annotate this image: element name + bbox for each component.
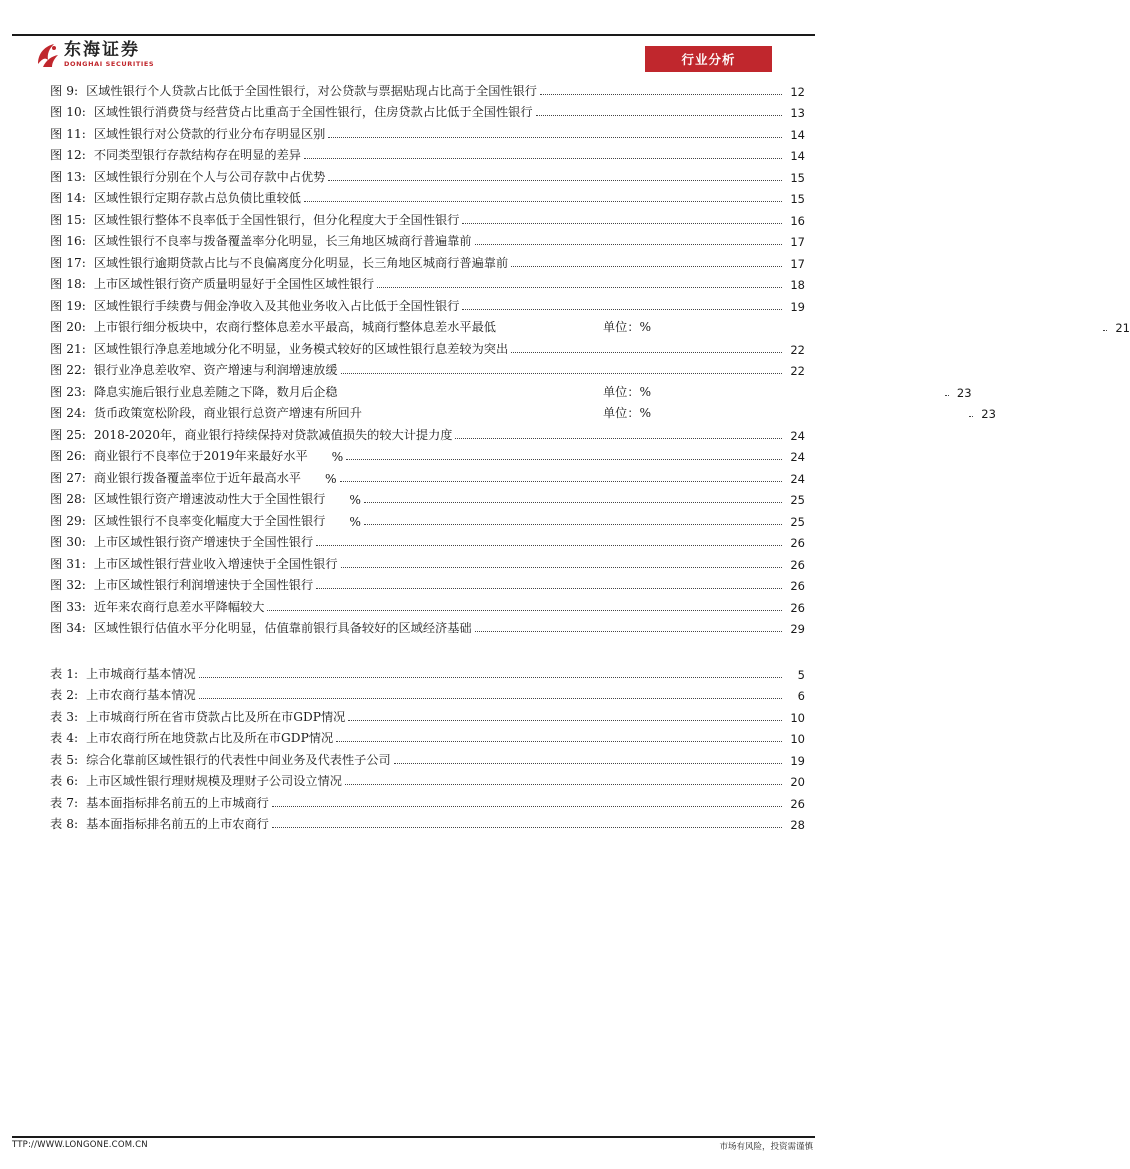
entry-prefix: 图 (50, 105, 63, 119)
logo-english-name: DONGHAI SECURITIES (64, 60, 155, 69)
entry-page-number: 28 (790, 818, 805, 832)
entry-page-number: 26 (790, 536, 805, 550)
figure-entry[interactable] (50, 163, 805, 185)
entry-prefix: 表 (50, 666, 63, 681)
entry-label (50, 340, 510, 357)
dot-leader (272, 806, 782, 807)
entry-title: 基本面指标排名前五的上市城商行 (86, 795, 269, 810)
entry-prefix: 图 (50, 535, 63, 549)
entry-number: 12: (66, 148, 86, 162)
entry-prefix: 图 (50, 255, 63, 270)
entry-number: 22: (66, 363, 86, 377)
entry-prefix: 表 (50, 795, 63, 810)
dot-leader (328, 180, 782, 181)
dot-leader (364, 524, 782, 525)
entry-prefix: 图 (50, 599, 63, 614)
entry-page-number: 25 (790, 493, 805, 507)
entry-number: 30: (66, 535, 86, 549)
entry-prefix: 图 (50, 298, 63, 313)
entry-label (50, 189, 303, 206)
entry-title: 2018-2020年，商业银行持续保持对贷款减值损失的较大计提力度 (93, 427, 453, 442)
entry-title: 上市区域性银行利润增速快于全国性银行 (93, 578, 314, 592)
dot-leader (462, 309, 782, 310)
entry-page-number: 18 (790, 278, 805, 292)
table-entry[interactable] (50, 682, 805, 704)
dot-leader (462, 223, 782, 224)
entry-title: 降息实施后银行业息差随之下降，数月后企稳 (93, 384, 338, 399)
entry-number: 27: (66, 470, 86, 485)
entry-number: 16: (66, 234, 86, 248)
entry-label (50, 469, 303, 486)
entry-title: 上市城商行所在省市贷款占比及所在市GDP情况 (86, 709, 346, 724)
figure-entry[interactable] (50, 142, 805, 164)
entry-number: 10: (66, 105, 86, 119)
figure-entry[interactable] (50, 550, 805, 572)
table-entry[interactable] (50, 703, 805, 725)
entry-prefix: 图 (50, 148, 63, 162)
entry-page-number: 17 (790, 256, 805, 271)
page-header (0, 0, 827, 80)
entry-unit: % (349, 514, 361, 529)
dot-leader (455, 438, 782, 439)
figure-entry[interactable] (50, 292, 805, 314)
entry-prefix: 表 (50, 731, 63, 745)
dot-leader (316, 545, 782, 546)
entry-title: 上市区域性银行资产质量明显好于全国性区域性银行 (93, 277, 375, 291)
dot-leader (377, 287, 782, 288)
entry-page-number: 26 (790, 600, 805, 615)
dot-leader (536, 115, 782, 116)
entry-prefix: 图 (50, 470, 63, 485)
entry-number: 31: (66, 556, 86, 571)
entry-label (50, 815, 271, 832)
entry-label (50, 125, 327, 142)
entry-page-number: 24 (790, 428, 805, 443)
entry-number: 32: (66, 578, 86, 592)
dot-leader (511, 266, 782, 267)
entry-label (50, 232, 474, 249)
entry-number: 20: (66, 320, 86, 334)
dot-leader (364, 502, 782, 503)
entry-title: 综合化靠前区域性银行的代表性中间业务及代表性子公司 (86, 752, 391, 767)
dot-leader (340, 481, 782, 482)
table-entry[interactable] (50, 789, 805, 811)
entry-page-number: 24 (790, 471, 805, 486)
report-type-tag: 行业分析 (645, 46, 772, 72)
entry-label (50, 533, 315, 550)
entry-page-number: 26 (790, 557, 805, 572)
table-list (50, 660, 805, 832)
entry-prefix: 图 (50, 492, 63, 506)
entry-label (50, 426, 454, 443)
entry-prefix: 图 (50, 556, 63, 571)
entry-title: 区域性银行逾期贷款占比与不良偏离度分化明显，长三角地区城商行普遍靠前 (93, 255, 509, 270)
entry-unit: % (325, 471, 337, 486)
entry-prefix: 表 (50, 709, 63, 724)
figure-entry[interactable] (50, 249, 805, 271)
entry-prefix: 表 (50, 817, 63, 831)
entry-title: 区域性银行消费贷与经营贷占比重高于全国性银行，住房贷款占比低于全国性银行 (93, 105, 533, 119)
entry-page-number: 24 (790, 450, 805, 464)
entry-number: 18: (66, 277, 86, 291)
figure-entry[interactable] (50, 421, 805, 443)
dot-leader (540, 94, 782, 95)
entry-page-number: 14 (790, 127, 805, 142)
entry-page-number: 17 (790, 235, 805, 249)
entry-unit: 单位：% (603, 320, 652, 334)
entry-label (50, 404, 364, 421)
dot-leader (475, 244, 782, 245)
table-entry[interactable] (50, 746, 805, 768)
dot-leader (328, 137, 782, 138)
company-logo (34, 40, 154, 70)
entry-unit: % (349, 493, 361, 507)
entry-number: 1: (66, 666, 79, 681)
entry-title: 上市农商行基本情况 (86, 688, 196, 702)
entry-title: 区域性银行个人贷款占比低于全国性银行，对公贷款与票据贴现占比高于全国性银行 (86, 83, 537, 98)
entry-number: 5: (66, 752, 79, 767)
entry-label (50, 490, 327, 507)
entry-label (50, 275, 376, 292)
entry-title: 区域性银行估值水平分化明显，估值靠前银行具备较好的区域经济基础 (93, 621, 472, 635)
entry-title: 银行业净息差收窄、资产增速与利润增速放缓 (93, 363, 338, 377)
entry-number: 3: (66, 709, 79, 724)
entry-title: 货币政策宽松阶段，商业银行总资产增速有所回升 (93, 406, 362, 420)
entry-title: 区域性银行不良率与拨备覆盖率分化明显，长三角地区城商行普遍靠前 (93, 234, 472, 248)
footer-disclaimer: 市场有风险，投资需谨慎 (719, 1142, 813, 1152)
entry-number: 13: (66, 169, 86, 184)
figure-entry[interactable] (50, 335, 805, 357)
entry-number: 21: (66, 341, 86, 356)
dot-leader (394, 763, 782, 764)
entry-label (50, 686, 198, 703)
entry-label (50, 168, 327, 185)
entry-number: 23: (66, 384, 86, 399)
entry-page-number: 26 (790, 796, 805, 811)
entry-page-number: 26 (790, 579, 805, 593)
table-entry[interactable] (50, 725, 805, 747)
entry-prefix: 表 (50, 774, 63, 788)
entry-title: 区域性银行净息差地域分化不明显，业务模式较好的区域性银行息差较为突出 (93, 341, 509, 356)
table-entry[interactable] (50, 768, 805, 790)
entry-number: 4: (66, 731, 79, 745)
entry-label (50, 512, 327, 529)
entry-title: 区域性银行不良率变化幅度大于全国性银行 (93, 513, 326, 528)
figure-entry[interactable] (50, 529, 805, 551)
entry-number: 6: (66, 774, 79, 788)
dot-leader (475, 631, 782, 632)
entry-label (50, 82, 539, 99)
figure-entry[interactable] (50, 77, 805, 99)
entry-number: 28: (66, 492, 86, 506)
dot-leader (945, 395, 949, 396)
entry-prefix: 图 (50, 341, 63, 356)
entry-number: 9: (66, 83, 79, 98)
entry-number: 19: (66, 298, 86, 313)
logo-chinese-name: 东海证券 (64, 40, 140, 61)
entry-page-number: 20 (790, 775, 805, 789)
entry-unit: 单位：% (603, 406, 652, 420)
entry-label (50, 708, 347, 725)
entry-page-number: 25 (790, 514, 805, 529)
dot-leader (969, 416, 973, 417)
figure-entry[interactable] (50, 486, 805, 508)
figure-entry[interactable] (50, 507, 805, 529)
entry-page-number: 29 (790, 622, 805, 636)
entry-number: 29: (66, 513, 86, 528)
entry-title: 不同类型银行存款结构存在明显的差异 (93, 148, 301, 162)
entry-prefix: 图 (50, 363, 63, 377)
entry-page-number: 22 (790, 342, 805, 357)
entry-label (50, 361, 340, 378)
entry-page-number: 19 (790, 299, 805, 314)
entry-prefix: 图 (50, 449, 63, 463)
dot-leader (341, 373, 782, 374)
entry-label (50, 619, 474, 636)
entry-prefix: 图 (50, 169, 63, 184)
entry-title: 上市区域性银行理财规模及理财子公司设立情况 (86, 774, 342, 788)
entry-prefix: 图 (50, 212, 63, 227)
entry-unit: 单位：% (603, 384, 652, 399)
entry-page-number: 15 (790, 192, 805, 206)
figure-entry[interactable] (50, 271, 805, 293)
entry-prefix: 表 (50, 752, 63, 767)
figure-entry[interactable] (50, 443, 805, 465)
entry-title: 上市区域性银行资产增速快于全国性银行 (93, 535, 314, 549)
entry-number: 34: (66, 621, 86, 635)
entry-title: 区域性银行手续费与佣金净收入及其他业务收入占比低于全国性银行 (93, 298, 460, 313)
entry-title: 区域性银行分别在个人与公司存款中占优势 (93, 169, 326, 184)
dot-leader (267, 610, 782, 611)
entry-label (50, 598, 266, 615)
figure-entry[interactable] (50, 464, 805, 486)
footer-rule (12, 1136, 815, 1138)
entry-number: 17: (66, 255, 86, 270)
figure-entry[interactable] (50, 593, 805, 615)
figure-entry[interactable] (50, 357, 805, 379)
entry-label (50, 665, 198, 682)
entry-title: 区域性银行资产增速波动性大于全国性银行 (93, 492, 326, 506)
entry-number: 8: (66, 817, 79, 831)
entry-page-number: 12 (790, 84, 805, 99)
dot-leader (345, 784, 782, 785)
entry-page-number: 13 (790, 106, 805, 120)
entry-prefix: 图 (50, 406, 63, 420)
entry-title: 基本面指标排名前五的上市农商行 (86, 817, 269, 831)
figure-entry[interactable] (50, 400, 996, 422)
entry-page-number: 5 (797, 667, 805, 682)
entry-label (50, 447, 310, 464)
entry-title: 近年来农商行息差水平降幅较大 (93, 599, 265, 614)
entry-page-number: 10 (790, 710, 805, 725)
entry-title: 上市城商行基本情况 (86, 666, 196, 681)
dot-leader (348, 720, 782, 721)
entry-title: 上市区域性银行营业收入增速快于全国性银行 (93, 556, 338, 571)
entry-label (50, 576, 315, 593)
entry-prefix: 图 (50, 621, 63, 635)
entry-prefix: 图 (50, 427, 63, 442)
table-entry[interactable] (50, 811, 805, 833)
figure-entry[interactable] (50, 206, 805, 228)
figure-entry[interactable] (50, 615, 805, 637)
entry-label (50, 103, 535, 120)
figure-entry[interactable] (50, 185, 805, 207)
entry-number: 15: (66, 212, 86, 227)
entry-page-number: 23 (981, 407, 996, 421)
logo-text (64, 42, 154, 68)
footer-url[interactable]: TTP://WWW.LONGONE.COM.CN (12, 1140, 148, 1150)
entry-unit: % (331, 450, 344, 464)
entry-prefix: 图 (50, 126, 63, 141)
header-rule (12, 34, 815, 36)
dot-leader (341, 567, 782, 568)
entry-label (50, 751, 393, 768)
entry-label (50, 254, 510, 271)
entry-page-number: 14 (790, 149, 805, 163)
entry-prefix: 图 (50, 513, 63, 528)
table-entry[interactable] (50, 660, 805, 682)
entry-number: 7: (66, 795, 79, 810)
dot-leader (199, 698, 782, 699)
entry-page-number: 16 (790, 213, 805, 228)
entry-label (50, 297, 461, 314)
entry-number: 24: (66, 406, 86, 420)
entry-page-number: 22 (790, 364, 805, 378)
figure-entry[interactable] (50, 228, 805, 250)
dot-leader (304, 201, 782, 202)
figure-entry[interactable] (50, 572, 805, 594)
entry-number: 14: (66, 191, 86, 205)
entry-title: 区域性银行对公贷款的行业分布存明显区别 (93, 126, 326, 141)
dot-leader (511, 352, 782, 353)
dot-leader (304, 158, 782, 159)
figure-entry[interactable] (50, 99, 805, 121)
entry-label (50, 146, 303, 163)
entry-prefix: 图 (50, 384, 63, 399)
entry-page-number: 15 (790, 170, 805, 185)
entry-label (50, 772, 344, 789)
entry-title: 商业银行不良率位于2019年来最好水平 (93, 449, 308, 463)
dot-leader (336, 741, 782, 742)
entry-number: 2: (66, 688, 79, 702)
figure-entry[interactable] (50, 314, 1130, 336)
entry-label (50, 318, 498, 335)
entry-label (50, 555, 340, 572)
figure-list (50, 77, 1130, 636)
figure-entry[interactable] (50, 120, 805, 142)
figure-entry[interactable] (50, 378, 972, 400)
entry-prefix: 图 (50, 320, 63, 334)
entry-page-number: 6 (797, 689, 805, 703)
entry-number: 25: (66, 427, 86, 442)
entry-title: 区域性银行整体不良率低于全国性银行，但分化程度大于全国性银行 (93, 212, 460, 227)
entry-title: 商业银行拨备覆盖率位于近年最高水平 (93, 470, 301, 485)
entry-prefix: 表 (50, 688, 63, 702)
dot-leader (316, 588, 782, 589)
dot-leader (199, 677, 782, 678)
entry-title: 区域性银行定期存款占总负债比重较低 (93, 191, 301, 205)
entry-page-number: 21 (1115, 321, 1130, 335)
entry-page-number: 10 (790, 732, 805, 746)
entry-prefix: 图 (50, 578, 63, 592)
entry-number: 11: (66, 126, 86, 141)
dot-leader (272, 827, 782, 828)
entry-title: 上市银行细分板块中，农商行整体息差水平最高，城商行整体息差水平最低 (93, 320, 496, 334)
entry-number: 26: (66, 449, 86, 463)
entry-page-number: 19 (790, 753, 805, 768)
entry-label (50, 383, 340, 400)
entry-title: 上市农商行所在地贷款占比及所在市GDP情况 (86, 731, 334, 745)
entry-label (50, 794, 271, 811)
entry-label (50, 211, 461, 228)
entry-prefix: 图 (50, 191, 63, 205)
dot-leader (346, 459, 782, 460)
entry-prefix: 图 (50, 83, 63, 98)
entry-number: 33: (66, 599, 86, 614)
entry-prefix: 图 (50, 277, 63, 291)
dot-leader (1103, 330, 1107, 331)
donghai-logo-icon (34, 40, 60, 70)
entry-page-number: 23 (956, 385, 972, 400)
entry-prefix: 图 (50, 234, 63, 248)
entry-label (50, 729, 335, 746)
